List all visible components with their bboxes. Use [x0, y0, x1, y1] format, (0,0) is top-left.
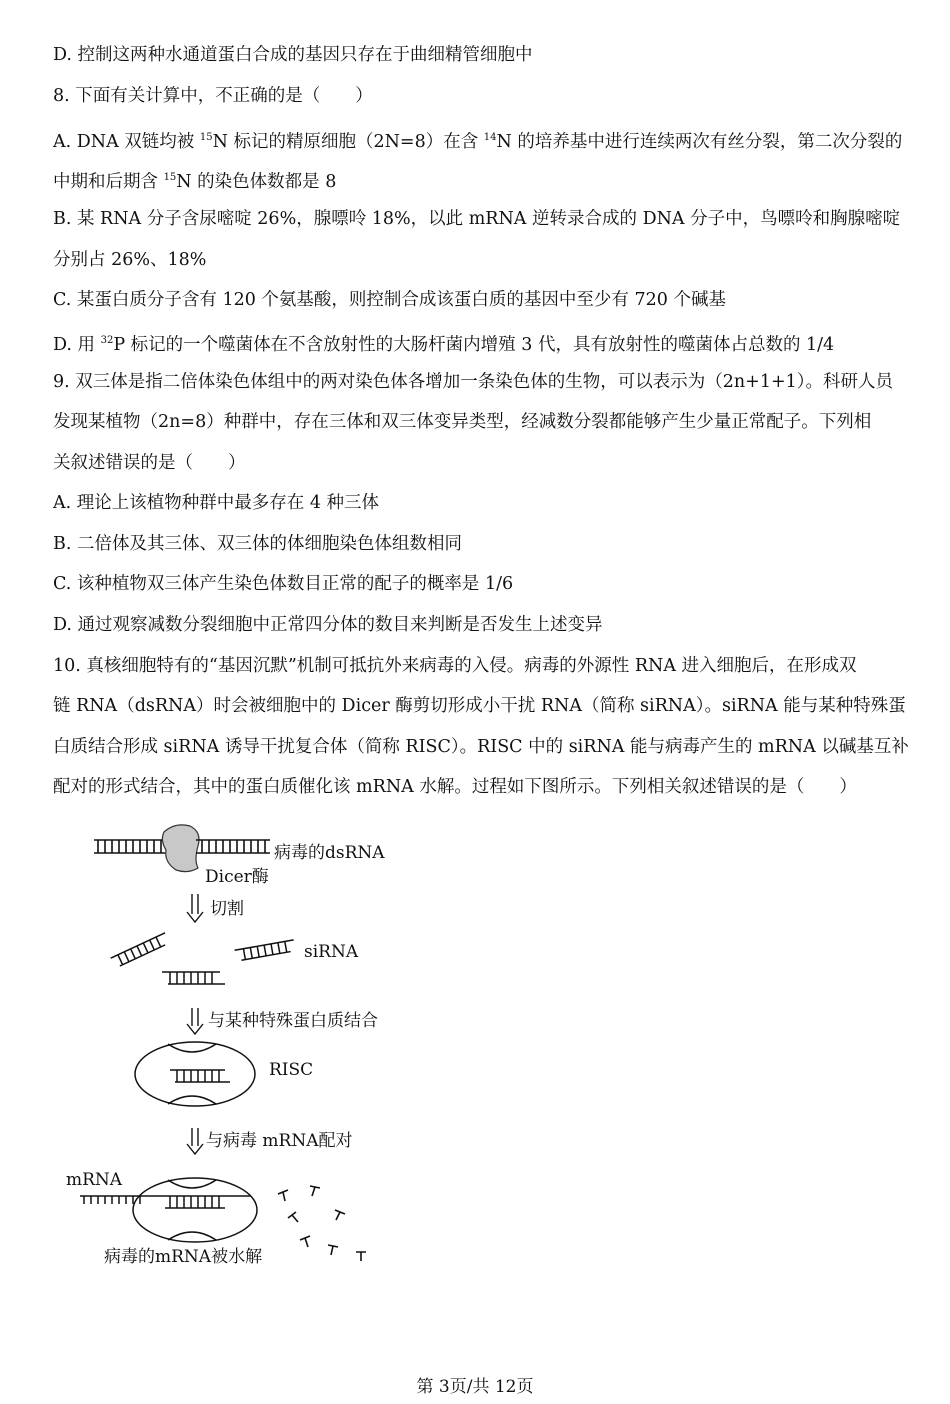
q8-option-a-line2: 中期和后期含 $^{15}$N 的染色体数都是 8 — [53, 171, 337, 192]
dicer-label: Dicer酶 — [205, 867, 269, 887]
dsrna-label: 病毒的dsRNA — [274, 843, 385, 863]
step-pair-label: 与病毒 mRNA配对 — [206, 1131, 353, 1151]
dsrna-left — [94, 840, 165, 853]
arrow-pair — [187, 1128, 203, 1154]
q10-stem-line4: 配对的形式结合，其中的蛋白质催化该 mRNA 水解。过程如下图所示。下列相关叙述错误的是（ ） — [53, 777, 857, 797]
q9-stem-line3: 关叙述错误的是（ ） — [53, 453, 246, 473]
arrow-bind — [187, 1008, 203, 1034]
risc-complex — [135, 1042, 255, 1106]
rnai-diagram-drawing — [60, 820, 480, 1280]
q9-option-a: A. 理论上该植物种群中最多存在 4 种三体 — [53, 493, 380, 513]
sirna-fragment-1 — [111, 933, 170, 968]
hydrolyzed-fragments — [278, 1186, 366, 1261]
dsrna-right — [196, 840, 270, 853]
dicer-enzyme-shape — [162, 825, 199, 872]
q9-option-d: D. 通过观察减数分裂细胞中正常四分体的数目来判断是否发生上述变异 — [53, 615, 603, 635]
q10-stem-line3: 白质结合形成 siRNA 诱导干扰复合体（简称 RISC）。RISC 中的 siRNA 能与病毒产生的 mRNA 以碱基互补 — [53, 737, 909, 757]
page-footer: 第 3页/共 12页 — [416, 1377, 534, 1397]
rnai-diagram — [60, 820, 480, 1280]
q9-option-b: B. 二倍体及其三体、双三体的体细胞染色体组数相同 — [53, 534, 462, 554]
arrow-cut — [187, 894, 203, 922]
q9-option-c: C. 该种植物双三体产生染色体数目正常的配子的概率是 1/6 — [53, 574, 514, 594]
mrna-label: mRNA — [66, 1170, 123, 1190]
q8-option-a-line1: A. DNA 双链均被 $^{15}$N 标记的精原细胞（2N=8）在含 $^{14}$N 的培养基中进行连续两次有丝分裂，第二次分裂的 — [53, 131, 903, 152]
q10-stem-line1: 10. 真核细胞特有的“基因沉默”机制可抵抗外来病毒的入侵。病毒的外源性 RNA 进入细胞后，在形成双 — [53, 656, 857, 676]
q10-stem-line2: 链 RNA（dsRNA）时会被细胞中的 Dicer 酶剪切形成小干扰 RNA（简称 siRNA）。siRNA 能与某种特殊蛋 — [53, 696, 906, 716]
q8-option-b-line2: 分别占 26%、18% — [53, 250, 207, 270]
risc-label: RISC — [269, 1060, 314, 1080]
result-label: 病毒的mRNA被水解 — [104, 1247, 263, 1267]
sirna-fragment-2 — [235, 940, 296, 961]
step-cut-label: 切割 — [210, 899, 244, 919]
q7-option-d: D. 控制这两种水通道蛋白合成的基因只存在于曲细精管细胞中 — [53, 45, 533, 65]
q8-option-c: C. 某蛋白质分子含有 120 个氨基酸，则控制合成该蛋白质的基因中至少有 720 个碱基 — [53, 290, 726, 310]
q9-stem-line2: 发现某植物（2n=8）种群中，存在三体和双三体变异类型，经减数分裂都能够产生少量正常配子。下列相 — [53, 412, 872, 432]
q8-option-b-line1: B. 某 RNA 分子含尿嘧啶 26%，腺嘌呤 18%，以此 mRNA 逆转录合成的 DNA 分子中，鸟嘌呤和胸腺嘧啶 — [53, 209, 901, 229]
step-bind-label: 与某种特殊蛋白质结合 — [208, 1011, 378, 1031]
q9-stem-line1: 9. 双三体是指二倍体染色体组中的两对染色体各增加一条染色体的生物，可以表示为（2n+1+1）。科研人员 — [53, 372, 894, 392]
sirna-fragment-3 — [162, 972, 225, 984]
sirna-label: siRNA — [304, 942, 359, 962]
q8-option-d: D. 用 $^{32}$P 标记的一个噬菌体在不含放射性的大肠杆菌内增殖 3 代，具有放射性的噬菌体占总数的 1/4 — [53, 334, 835, 355]
q8-stem: 8. 下面有关计算中，不正确的是（ ） — [53, 86, 373, 106]
